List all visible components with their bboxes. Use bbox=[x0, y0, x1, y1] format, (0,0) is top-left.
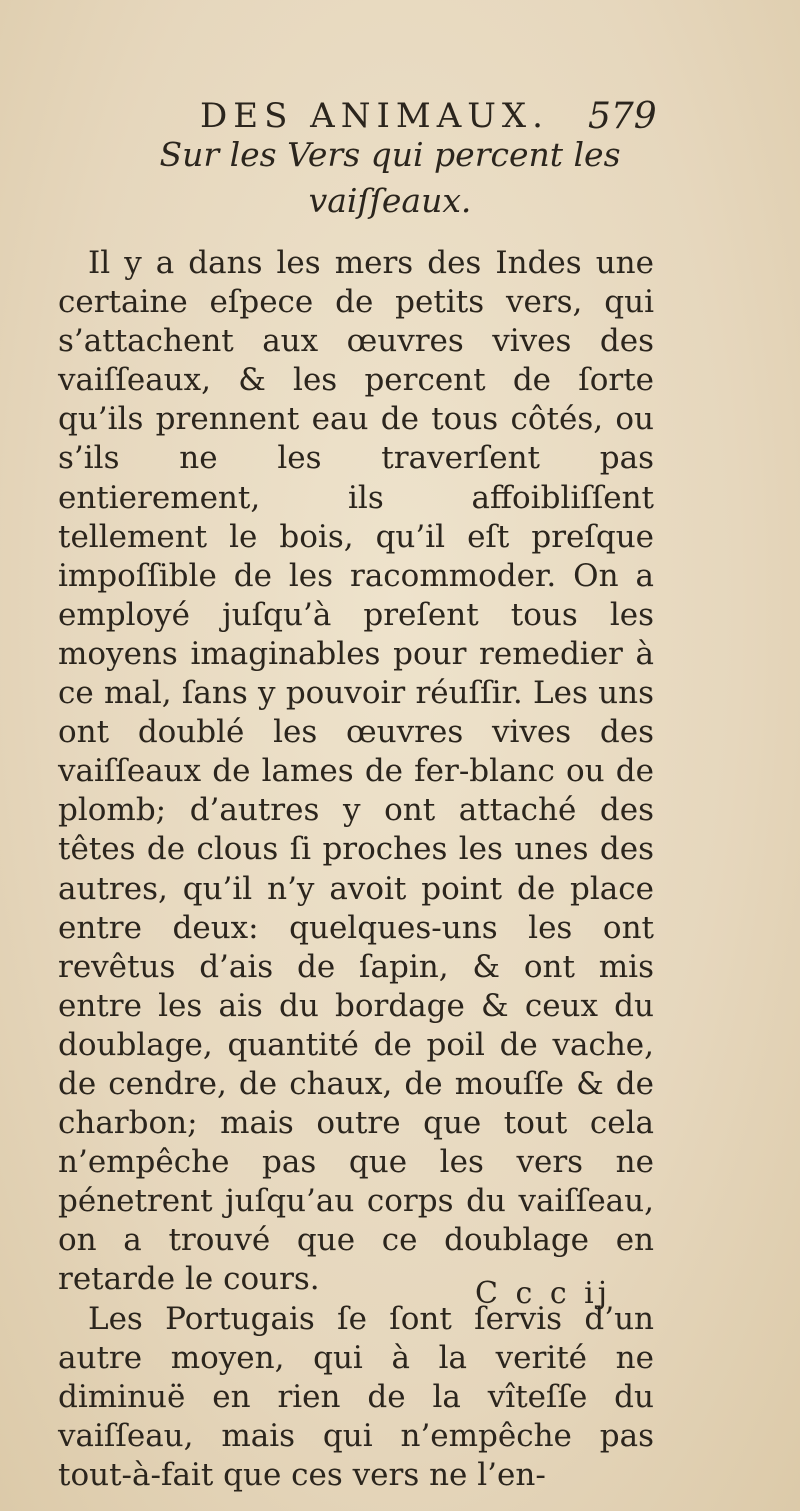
running-head: DES ANIMAUX. bbox=[200, 96, 549, 136]
signature-mark: C c c ij bbox=[475, 1276, 612, 1311]
paragraph: Il y a dans les mers des Indes une certaine eſpece de petits vers, qui s’attachent aux œuvres vives des vaiſſeaux, & les percent de ſorte qu’ils prennent eau de tous côtés, ou s’ils ne les traverſent pas entierement, ils affoibliſſent tellement le bois, qu’il eſt preſque impoſſible de les racommoder. On a employé juſqu’à preſent tous les moyens imaginables pour remedier à ce mal, ſans y pouvoir réuſſir. Les uns ont doublé les œuvres vives des vaiſſeaux de lames de fer-blanc ou de plomb; d’autres y ont attaché des têtes de clous ſi proches les unes des autres, qu’il n’y avoit point de place entre deux: quelques-uns les ont revêtus d’ais de ſapin, & ont mis entre les ais du bordage & ceux du doublage, quantité de poil de vache, de cendre, de chaux, de mouſſe & de charbon; mais outre que tout cela n’empêche pas que les vers ne pénetrent juſqu’au corps du vaiſſeau, on a trouvé que ce doublage en retarde le cours. bbox=[58, 245, 654, 1298]
section-title: Sur les Vers qui percent les vaiſſeaux. bbox=[159, 135, 621, 220]
paragraph: Les Portugais ſe ſont ſervis d’un autre moyen, qui à la verité ne diminuë en rien de la vîteſſe du vaiſſeau, mais qui n’empêche pas tout-à-fait que ces vers ne l’en- bbox=[58, 1300, 654, 1493]
page-number: 579 bbox=[588, 96, 657, 137]
